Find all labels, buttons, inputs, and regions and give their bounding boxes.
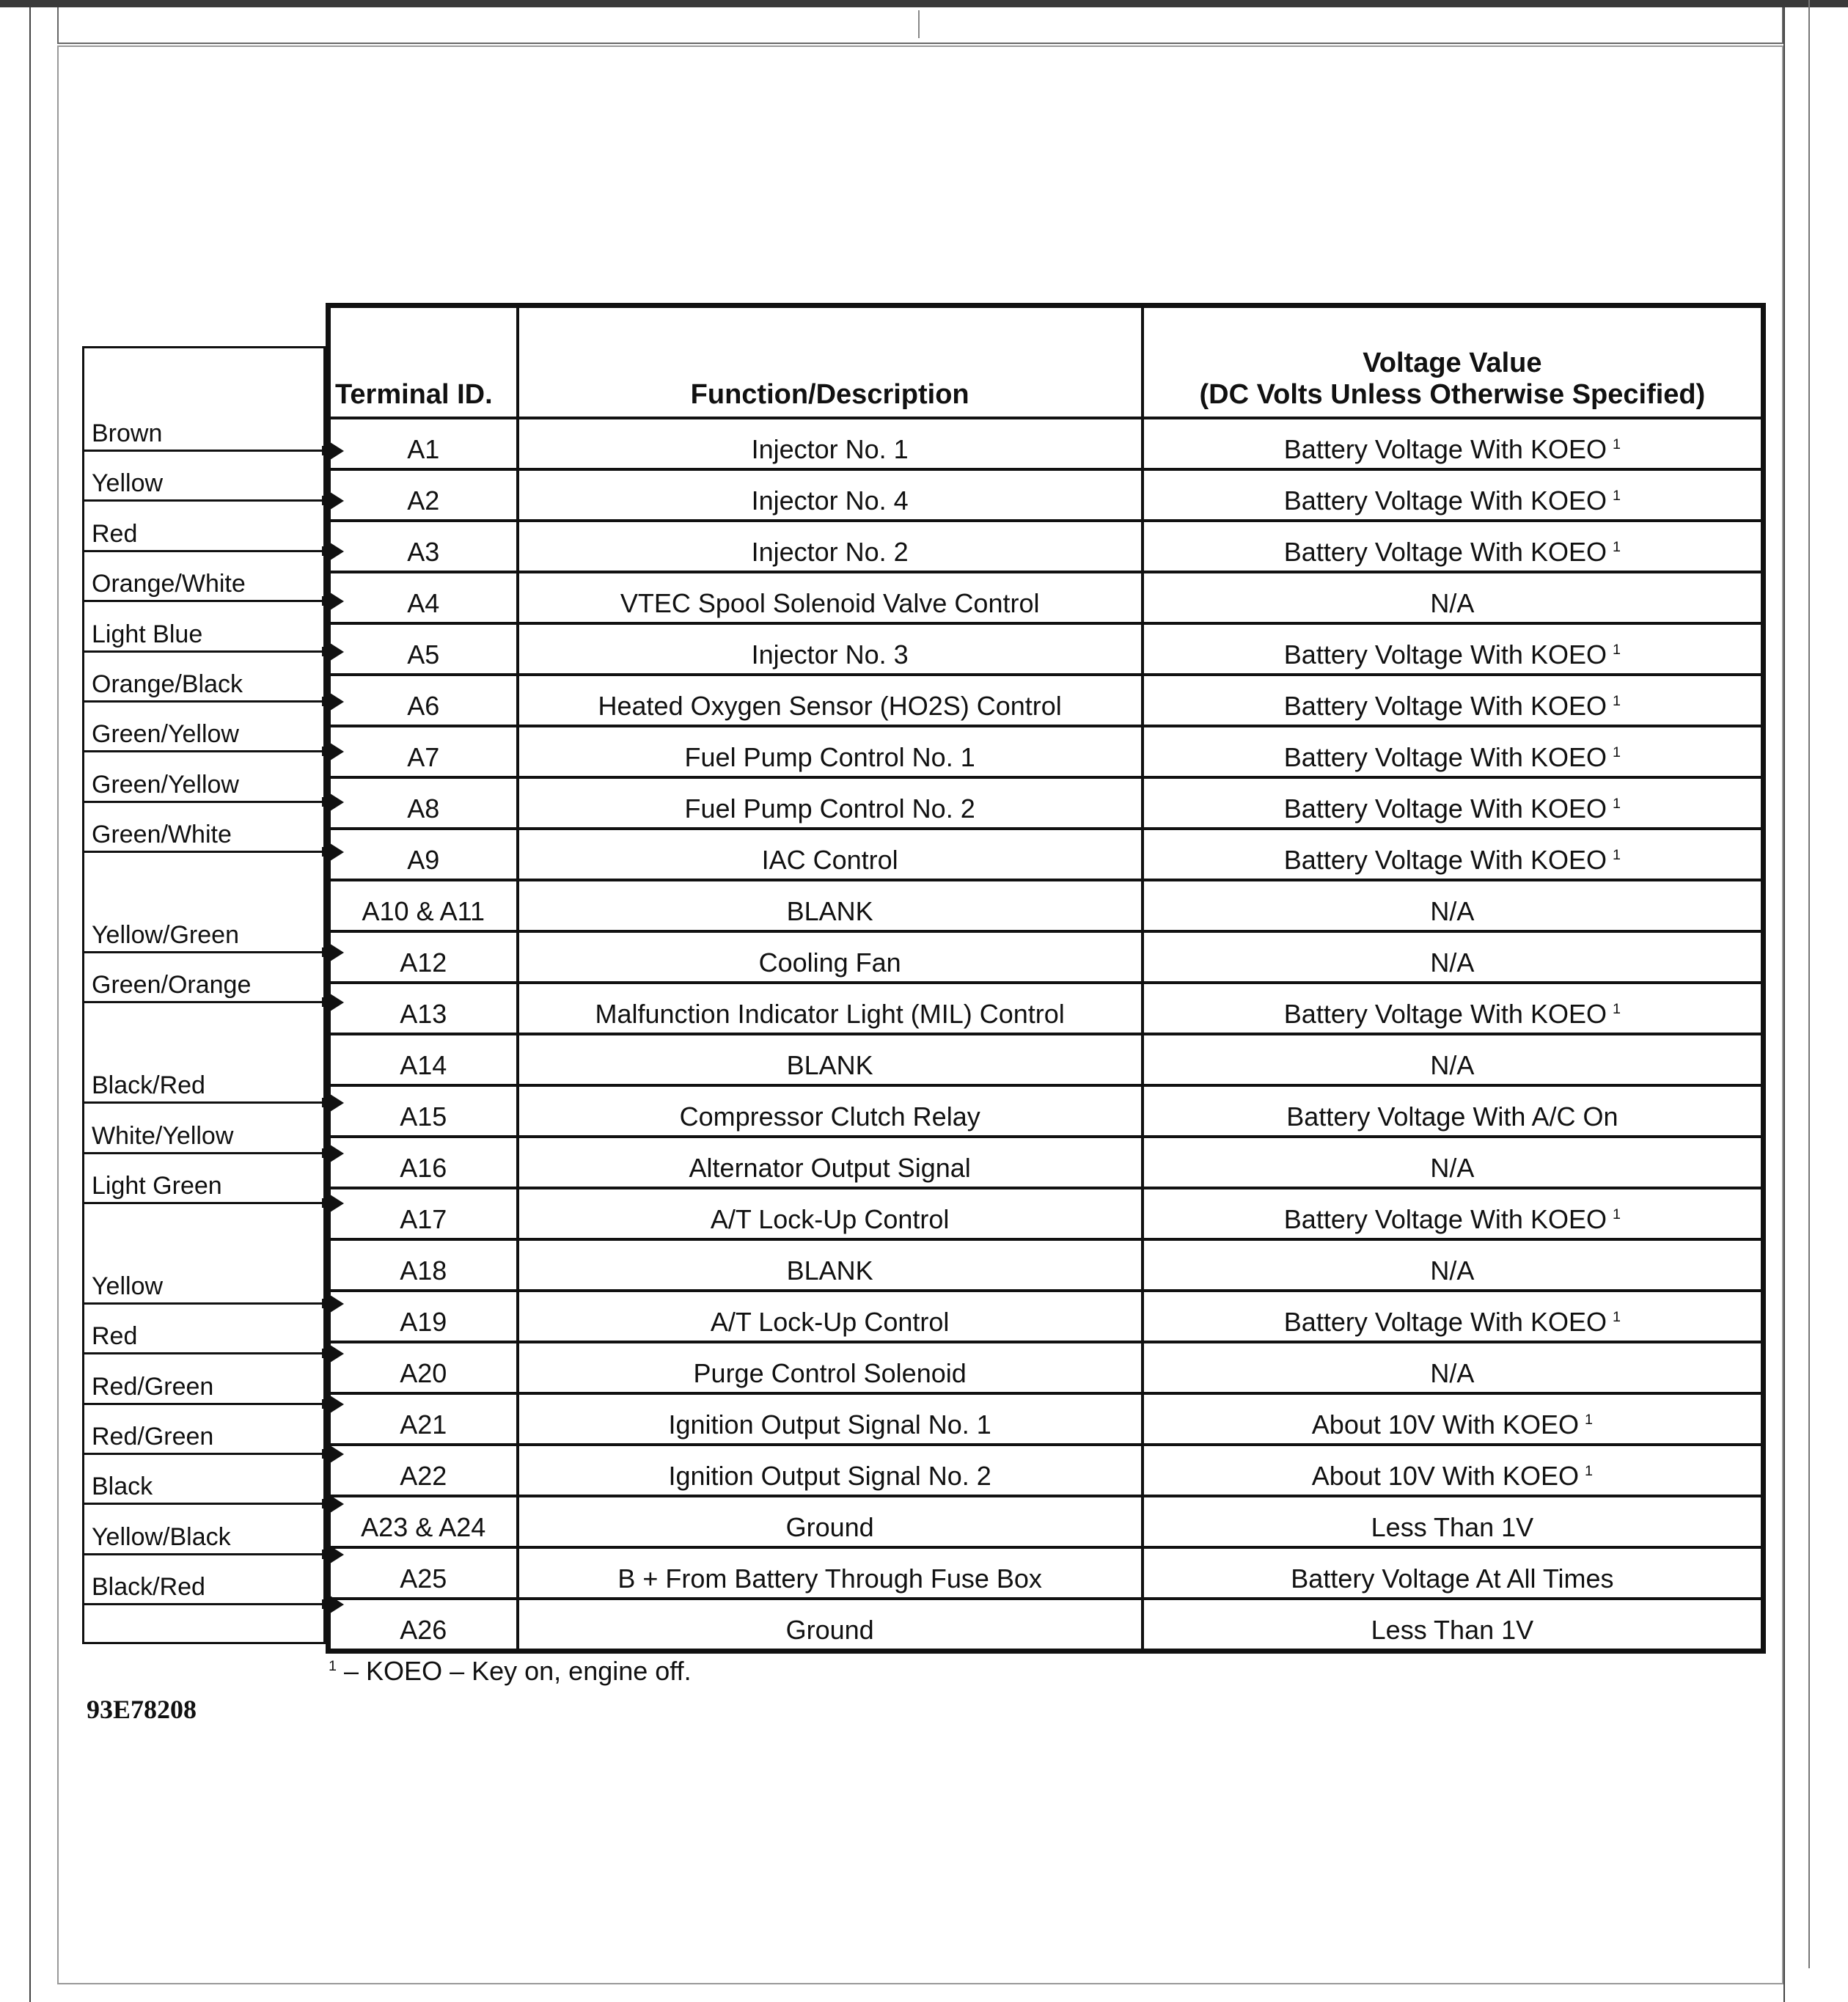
voltage-cell <box>1143 1239 1764 1291</box>
wire-lead <box>84 405 326 452</box>
voltage-value: Less Than 1V <box>1371 1615 1534 1645</box>
wire-lead <box>84 705 326 752</box>
voltage-cell <box>1143 675 1764 726</box>
function-cell: Fuel Pump Control No. 2 <box>518 777 1143 829</box>
wire-lead <box>84 1358 326 1405</box>
terminal-id-cell: A26 <box>329 1599 518 1651</box>
voltage-value: Battery Voltage With KOEO <box>1283 742 1607 772</box>
table-row <box>329 521 1764 572</box>
terminal-id-cell: A2 <box>329 469 518 521</box>
header-function: Function/Description <box>518 306 1143 419</box>
voltage-value: Battery Voltage With KOEO <box>1283 1204 1607 1234</box>
table-row <box>329 1342 1764 1393</box>
voltage-cell <box>1143 1445 1764 1496</box>
voltage-value: About 10V With KOEO <box>1311 1409 1579 1440</box>
wire-color-label: Yellow/Black <box>92 1522 231 1551</box>
voltage-value: Battery Voltage With KOEO <box>1283 434 1607 464</box>
wire-color-label: Yellow <box>92 469 164 498</box>
table-row <box>329 469 1764 521</box>
terminal-id-cell: A10 & A11 <box>329 880 518 931</box>
voltage-cell <box>1143 1342 1764 1393</box>
terminal-id-cell: A5 <box>329 623 518 675</box>
footnote <box>329 1656 692 1687</box>
wire-color-label: Black/Red <box>92 1573 205 1602</box>
voltage-cell <box>1143 1393 1764 1445</box>
wire-color-label: Yellow <box>92 1272 164 1300</box>
table-row <box>329 726 1764 777</box>
function-cell: Fuel Pump Control No. 1 <box>518 726 1143 777</box>
table-row <box>329 1137 1764 1188</box>
footnote-text: – KOEO – Key on, engine off. <box>337 1656 692 1686</box>
table-row <box>329 1034 1764 1085</box>
footnote-ref: 1 <box>1612 1309 1621 1325</box>
wire-lead <box>84 505 326 552</box>
table-body <box>329 418 1764 1651</box>
table-row <box>329 1599 1764 1651</box>
terminal-id-cell: A15 <box>329 1085 518 1137</box>
terminal-id-cell: A8 <box>329 777 518 829</box>
function-cell: IAC Control <box>518 829 1143 880</box>
terminal-table <box>326 303 1766 1654</box>
wire-color-label: Brown <box>92 419 163 447</box>
function-cell: Ignition Output Signal No. 2 <box>518 1445 1143 1496</box>
terminal-id-cell: A17 <box>329 1188 518 1239</box>
voltage-value: Battery Voltage With KOEO <box>1283 999 1607 1029</box>
table-row <box>329 1496 1764 1547</box>
table-row <box>329 931 1764 983</box>
wire-color-label: Green/Orange <box>92 971 252 1000</box>
function-cell: A/T Lock-Up Control <box>518 1291 1143 1342</box>
table-row <box>329 1188 1764 1239</box>
voltage-cell <box>1143 726 1764 777</box>
table-row <box>329 1547 1764 1599</box>
header-terminal-id: Terminal ID. <box>329 306 518 419</box>
header-strip-divider <box>918 10 920 38</box>
wire-color-label: Red <box>92 1322 138 1351</box>
wire-color-label: Red/Green <box>92 1423 214 1451</box>
wire-lead <box>84 1558 326 1605</box>
footnote-ref: 1 <box>1584 1412 1593 1428</box>
voltage-cell <box>1143 572 1764 623</box>
voltage-value: N/A <box>1430 947 1475 978</box>
voltage-cell <box>1143 418 1764 469</box>
table-row <box>329 675 1764 726</box>
table-row <box>329 1239 1764 1291</box>
function-cell: Injector No. 1 <box>518 418 1143 469</box>
wire-lead <box>84 606 326 653</box>
voltage-cell <box>1143 623 1764 675</box>
wire-color-label: Red <box>92 519 138 548</box>
terminal-id-cell: A19 <box>329 1291 518 1342</box>
function-cell: Ignition Output Signal No. 1 <box>518 1393 1143 1445</box>
voltage-value: N/A <box>1430 896 1475 926</box>
voltage-cell <box>1143 829 1764 880</box>
wire-lead <box>84 1258 326 1305</box>
wire-color-label: Black <box>92 1473 153 1501</box>
terminal-id-cell: A13 <box>329 983 518 1034</box>
wire-lead <box>84 555 326 602</box>
voltage-value: N/A <box>1430 1358 1475 1388</box>
footnote-ref: 1 <box>1612 744 1621 760</box>
function-cell: BLANK <box>518 880 1143 931</box>
function-cell: B + From Battery Through Fuse Box <box>518 1547 1143 1599</box>
wire-lead <box>84 1057 326 1104</box>
voltage-cell <box>1143 1547 1764 1599</box>
wire-lead <box>84 906 326 953</box>
function-cell: Purge Control Solenoid <box>518 1342 1143 1393</box>
function-cell: Injector No. 4 <box>518 469 1143 521</box>
wire-lead <box>84 806 326 853</box>
voltage-value: Battery Voltage With KOEO <box>1283 793 1607 824</box>
function-cell: Ground <box>518 1599 1143 1651</box>
wire-color-label: Yellow/Green <box>92 921 239 949</box>
terminal-id-cell: A9 <box>329 829 518 880</box>
footnote-ref: 1 <box>1612 539 1621 555</box>
wire-lead <box>84 1508 326 1555</box>
voltage-value: N/A <box>1430 588 1475 618</box>
wire-color-label: Black/Red <box>92 1071 205 1100</box>
scan-edge-top <box>0 0 1848 7</box>
voltage-cell <box>1143 521 1764 572</box>
table-row <box>329 1393 1764 1445</box>
voltage-value: Battery Voltage With KOEO <box>1283 1307 1607 1337</box>
footnote-ref: 1 <box>1584 1463 1593 1479</box>
header-strip <box>57 7 1783 44</box>
terminal-id-cell: A1 <box>329 418 518 469</box>
wire-lead <box>84 956 326 1003</box>
function-cell: Compressor Clutch Relay <box>518 1085 1143 1137</box>
wire-lead <box>84 1157 326 1204</box>
wire-color-label: Green/White <box>92 821 232 849</box>
wire-color-label: Green/Yellow <box>92 770 239 799</box>
wire-lead <box>84 656 326 703</box>
wire-color-label: Red/Green <box>92 1372 214 1401</box>
voltage-value: Battery Voltage At All Times <box>1291 1563 1614 1594</box>
voltage-cell <box>1143 880 1764 931</box>
wire-color-legend <box>82 346 326 1644</box>
wire-color-label: White/Yellow <box>92 1121 234 1150</box>
terminal-id-cell: A16 <box>329 1137 518 1188</box>
wire-color-label: Orange/Black <box>92 670 243 698</box>
footnote-ref: 1 <box>1612 488 1621 504</box>
table-row <box>329 1291 1764 1342</box>
wire-color-label: Orange/White <box>92 570 246 598</box>
wire-lead <box>84 455 326 502</box>
voltage-value: Battery Voltage With KOEO <box>1283 691 1607 721</box>
footnote-ref: 1 <box>1612 1206 1621 1222</box>
table-row <box>329 777 1764 829</box>
terminal-id-cell: A4 <box>329 572 518 623</box>
voltage-cell <box>1143 1496 1764 1547</box>
function-cell: Malfunction Indicator Light (MIL) Control <box>518 983 1143 1034</box>
table-row <box>329 623 1764 675</box>
terminal-id-cell: A25 <box>329 1547 518 1599</box>
footnote-ref: 1 <box>1612 693 1621 709</box>
terminal-id-cell: A3 <box>329 521 518 572</box>
function-cell: Injector No. 3 <box>518 623 1143 675</box>
voltage-value: Battery Voltage With KOEO <box>1283 845 1607 875</box>
terminal-id-cell: A22 <box>329 1445 518 1496</box>
voltage-cell <box>1143 469 1764 521</box>
table-row <box>329 829 1764 880</box>
table-row <box>329 880 1764 931</box>
table-header-row <box>329 306 1764 419</box>
function-cell: BLANK <box>518 1239 1143 1291</box>
voltage-value: Battery Voltage With KOEO <box>1283 485 1607 516</box>
terminal-id-cell: A21 <box>329 1393 518 1445</box>
voltage-value: Battery Voltage With KOEO <box>1283 537 1607 567</box>
voltage-cell <box>1143 1599 1764 1651</box>
table-row <box>329 1085 1764 1137</box>
voltage-cell <box>1143 931 1764 983</box>
function-cell: BLANK <box>518 1034 1143 1085</box>
wire-lead <box>84 1308 326 1354</box>
function-cell: Alternator Output Signal <box>518 1137 1143 1188</box>
voltage-cell <box>1143 1137 1764 1188</box>
voltage-cell <box>1143 1034 1764 1085</box>
wire-lead <box>84 1408 326 1455</box>
function-cell: A/T Lock-Up Control <box>518 1188 1143 1239</box>
footnote-ref: 1 <box>1612 642 1621 658</box>
function-cell: Heated Oxygen Sensor (HO2S) Control <box>518 675 1143 726</box>
terminal-id-cell: A18 <box>329 1239 518 1291</box>
function-cell: VTEC Spool Solenoid Valve Control <box>518 572 1143 623</box>
wire-color-label: Light Green <box>92 1172 222 1200</box>
voltage-value: About 10V With KOEO <box>1311 1461 1579 1491</box>
table-row <box>329 418 1764 469</box>
wire-lead <box>84 756 326 803</box>
terminal-id-cell: A12 <box>329 931 518 983</box>
voltage-value: N/A <box>1430 1153 1475 1183</box>
function-cell: Ground <box>518 1496 1143 1547</box>
voltage-cell <box>1143 777 1764 829</box>
terminal-id-cell: A14 <box>329 1034 518 1085</box>
footnote-ref: 1 <box>1612 436 1621 452</box>
wire-color-label: Green/Yellow <box>92 720 239 749</box>
terminal-id-cell: A7 <box>329 726 518 777</box>
table-row <box>329 1445 1764 1496</box>
terminal-id-cell: A23 & A24 <box>329 1496 518 1547</box>
voltage-cell <box>1143 1188 1764 1239</box>
voltage-value: Battery Voltage With A/C On <box>1286 1101 1618 1132</box>
terminal-id-cell: A6 <box>329 675 518 726</box>
voltage-value: Battery Voltage With KOEO <box>1283 639 1607 670</box>
voltage-cell <box>1143 1291 1764 1342</box>
voltage-cell <box>1143 1085 1764 1137</box>
function-cell: Cooling Fan <box>518 931 1143 983</box>
terminal-id-cell: A20 <box>329 1342 518 1393</box>
footnote-ref: 1 <box>1612 796 1621 812</box>
wire-color-label: Light Blue <box>92 620 203 648</box>
footnote-ref: 1 <box>1612 1001 1621 1017</box>
wire-lead <box>84 1458 326 1505</box>
table-row <box>329 983 1764 1034</box>
function-cell: Injector No. 2 <box>518 521 1143 572</box>
wire-lead <box>84 1107 326 1154</box>
voltage-cell <box>1143 983 1764 1034</box>
scan-edge-right <box>1808 0 1810 1968</box>
header-voltage-subtitle: (DC Volts Unless Otherwise Specified) <box>1199 379 1706 410</box>
voltage-value: N/A <box>1430 1255 1475 1286</box>
footnote-mark: 1 <box>329 1658 337 1674</box>
footnote-ref: 1 <box>1612 847 1621 863</box>
table-row <box>329 572 1764 623</box>
figure-id: 93E78208 <box>87 1695 197 1724</box>
header-voltage-title: Voltage Value <box>1363 348 1542 378</box>
voltage-value: Less Than 1V <box>1371 1512 1534 1542</box>
voltage-value: N/A <box>1430 1050 1475 1080</box>
header-voltage <box>1143 306 1764 419</box>
